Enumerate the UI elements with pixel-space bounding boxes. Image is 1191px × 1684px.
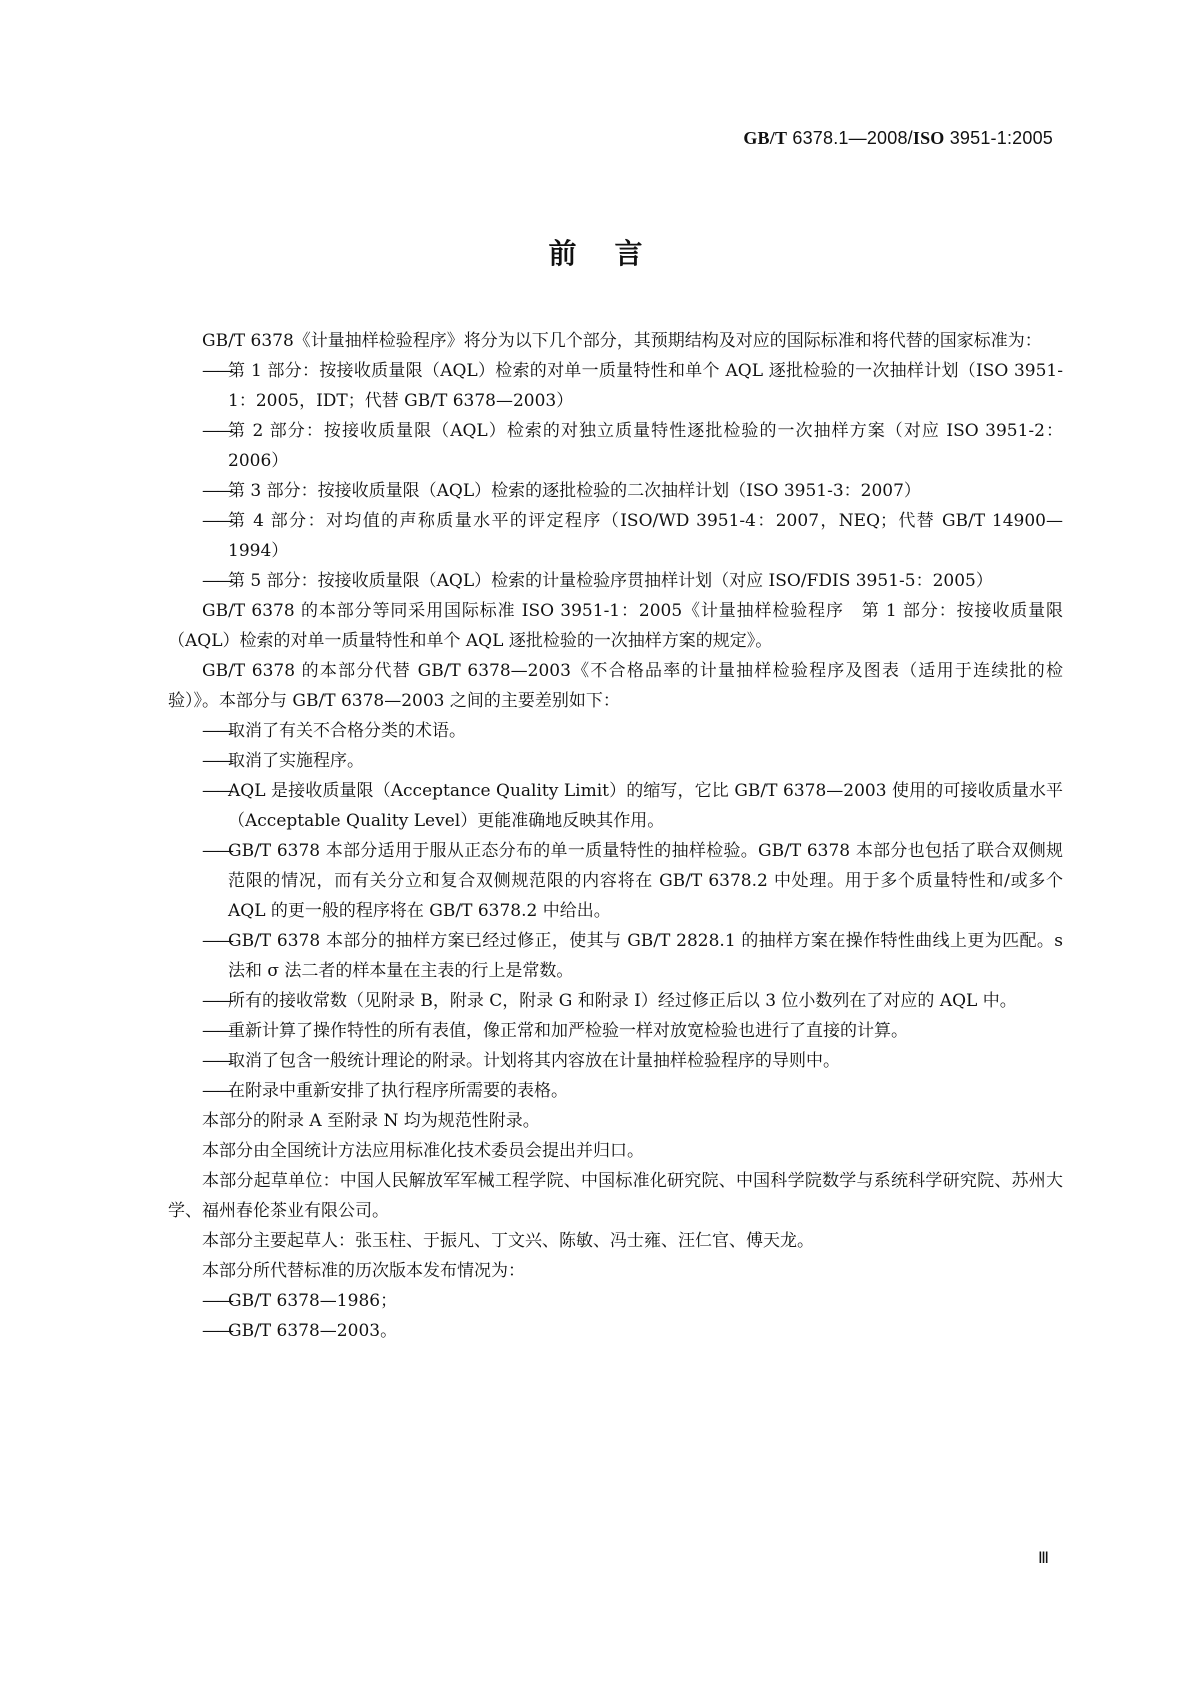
list-item: —— AQL 是接收质量限（Acceptance Quality Limit）的缩写，它比 GB/T 6378—2003 使用的可接收质量水平（Acceptable Quality Level）更能准确地反映其作用。: [202, 781, 1063, 831]
list-item: —— 所有的接收常数（见附录 B，附录 C，附录 G 和附录 I）经过修正后以 3 位小数列在了对应的 AQL 中。: [202, 991, 1017, 1011]
list-item: —— 第 5 部分：按接收质量限（AQL）检索的计量检验序贯抽样计划（对应 ISO/FDIS 3951-5：2005）: [202, 571, 993, 591]
list-item: —— 第 1 部分：按接收质量限（AQL）检索的对单一质量特性和单个 AQL 逐批检验的一次抽样计划（ISO 3951-1：2005，IDT；代替 GB/T 6378—2003）: [202, 361, 1063, 411]
list-item: —— 取消了包含一般统计理论的附录。计划将其内容放在计量抽样检验程序的导则中。: [202, 1051, 840, 1071]
list-item: —— 第 2 部分：按接收质量限（AQL）检索的对独立质量特性逐批检验的一次抽样方案（对应 ISO 3951-2：2006）: [202, 421, 1063, 471]
list-item: —— GB/T 6378—1986；: [202, 1291, 398, 1311]
replacement-paragraph: GB/T 6378 的本部分代替 GB/T 6378—2003《不合格品率的计量抽样检验程序及图表（适用于连续批的检验）》。本部分与 GB/T 6378—2003 之间的主要差别如下：: [168, 661, 1063, 711]
list-item: —— GB/T 6378 本部分适用于服从正态分布的单一质量特性的抽样检验。GB/T 6378 本部分也包括了联合双侧规范限的情况，而有关分立和复合双侧规范限的内容将在 GB/T 6378.2 中处理。用于多个质量特性和/或多个 AQL 的更一般的程序将在 GB/T 6378.2 中给出。: [202, 841, 1063, 921]
adoption-paragraph: GB/T 6378 的本部分等同采用国际标准 ISO 3951-1：2005《计量抽样检验程序 第 1 部分：按接收质量限（AQL）检索的对单一质量特性和单个 AQL 逐批检验的一次抽样方案的规定》。: [168, 601, 1063, 651]
list-item: —— 第 3 部分：按接收质量限（AQL）检索的逐批检验的二次抽样计划（ISO 3951-3：2007）: [202, 481, 921, 501]
list-item: —— 取消了有关不合格分类的术语。: [202, 721, 466, 741]
page-title: 前言: [548, 237, 681, 270]
list-item: —— 在附录中重新安排了执行程序所需要的表格。: [202, 1081, 568, 1101]
history-intro: 本部分所代替标准的历次版本发布情况为：: [202, 1261, 525, 1281]
committee-note: 本部分由全国统计方法应用标准化技术委员会提出并归口。: [202, 1141, 644, 1161]
annex-note: 本部分的附录 A 至附录 N 均为规范性附录。: [202, 1111, 540, 1131]
list-item: —— 第 4 部分：对均值的声称质量水平的评定程序（ISO/WD 3951-4：2007，NEQ；代替 GB/T 14900—1994）: [202, 511, 1063, 561]
list-item: —— GB/T 6378 本部分的抽样方案已经过修正，使其与 GB/T 2828.1 的抽样方案在操作特性曲线上更为匹配。s 法和 σ 法二者的样本量在主表的行上是常数。: [202, 931, 1063, 981]
standard-code-header: GB/T 6378.1—2008/ISO 3951-1:2005: [743, 128, 1053, 148]
list-item: —— 取消了实施程序。: [202, 751, 364, 771]
drafting-units: 本部分起草单位：中国人民解放军军械工程学院、中国标准化研究院、中国科学院数学与系统科学研究院、苏州大学、福州春伦茶业有限公司。: [168, 1171, 1063, 1221]
drafters: 本部分主要起草人：张玉柱、于振凡、丁文兴、陈敏、冯士雍、汪仁官、傅天龙。: [202, 1231, 814, 1251]
list-item: —— GB/T 6378—2003。: [202, 1321, 398, 1341]
document-body: [168, 326, 1063, 1346]
list-item: —— 重新计算了操作特性的所有表值，像正常和加严检验一样对放宽检验也进行了直接的计算。: [202, 1021, 908, 1041]
page-number: Ⅲ: [1037, 1550, 1049, 1567]
intro-paragraph: GB/T 6378《计量抽样检验程序》将分为以下几个部分，其预期结构及对应的国际标准和将代替的国家标准为：: [202, 331, 1042, 351]
